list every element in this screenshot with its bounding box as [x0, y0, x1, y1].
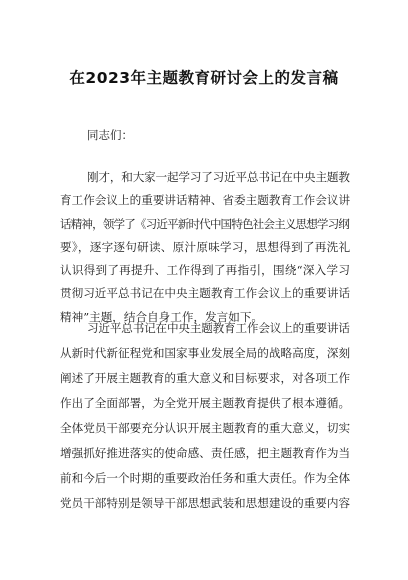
paragraph-2: [60, 321, 350, 521]
paragraph-line: 前和今后一个时期的重要政治任务和重大责任。作为全体: [60, 471, 351, 485]
paragraph-line: 认识得到了再提升、工作得到了再指引，围绕“深入学习: [60, 263, 351, 278]
paragraph-line: 全体党员干部要充分认识开展主题教育的重大意义，切实: [60, 421, 351, 435]
paragraph-1: [60, 170, 350, 333]
paragraph-line: 党员干部特别是领导干部思想武装和思想建设的重要内容: [60, 496, 351, 510]
paragraph-line: 作出了全面部署，为全党开展主题教育提供了根本遵循。: [60, 396, 351, 410]
paragraph-line: 阐述了开展主题教育的重大意义和目标要求，对各项工作: [60, 371, 351, 385]
paragraph-line: 刚才，和大家一起学习了习近平总书记在中央主题教: [87, 170, 350, 184]
paragraph-line: 贯彻习近平总书记在中央主题教育工作会议上的重要讲话: [60, 286, 351, 301]
document-title: 在2023年主题教育研讨会上的发言稿: [69, 69, 339, 87]
paragraph-line: 精神”主题，结合自身工作，发言如下。: [60, 309, 264, 324]
paragraph-line: 育工作会议上的重要讲话精神、省委主题教育工作会议讲: [60, 193, 351, 208]
paragraph-line: 话精神，领学了《习近平新时代中国特色社会主义思想学习纲: [60, 216, 350, 231]
salutation: 同志们：: [87, 128, 133, 142]
paragraph-line: 习近平总书记在中央主题教育工作会议上的重要讲话: [87, 321, 350, 335]
paragraph-line: 要》，逐字逐句研读、原汁原味学习，思想得到了再洗礼: [60, 239, 351, 254]
paragraph-line: 增强抓好推进落实的使命感、责任感，把主题教育作为当: [60, 446, 351, 460]
paragraph-line: 从新时代新征程党和国家事业发展全局的战略高度，深刻: [60, 346, 351, 360]
